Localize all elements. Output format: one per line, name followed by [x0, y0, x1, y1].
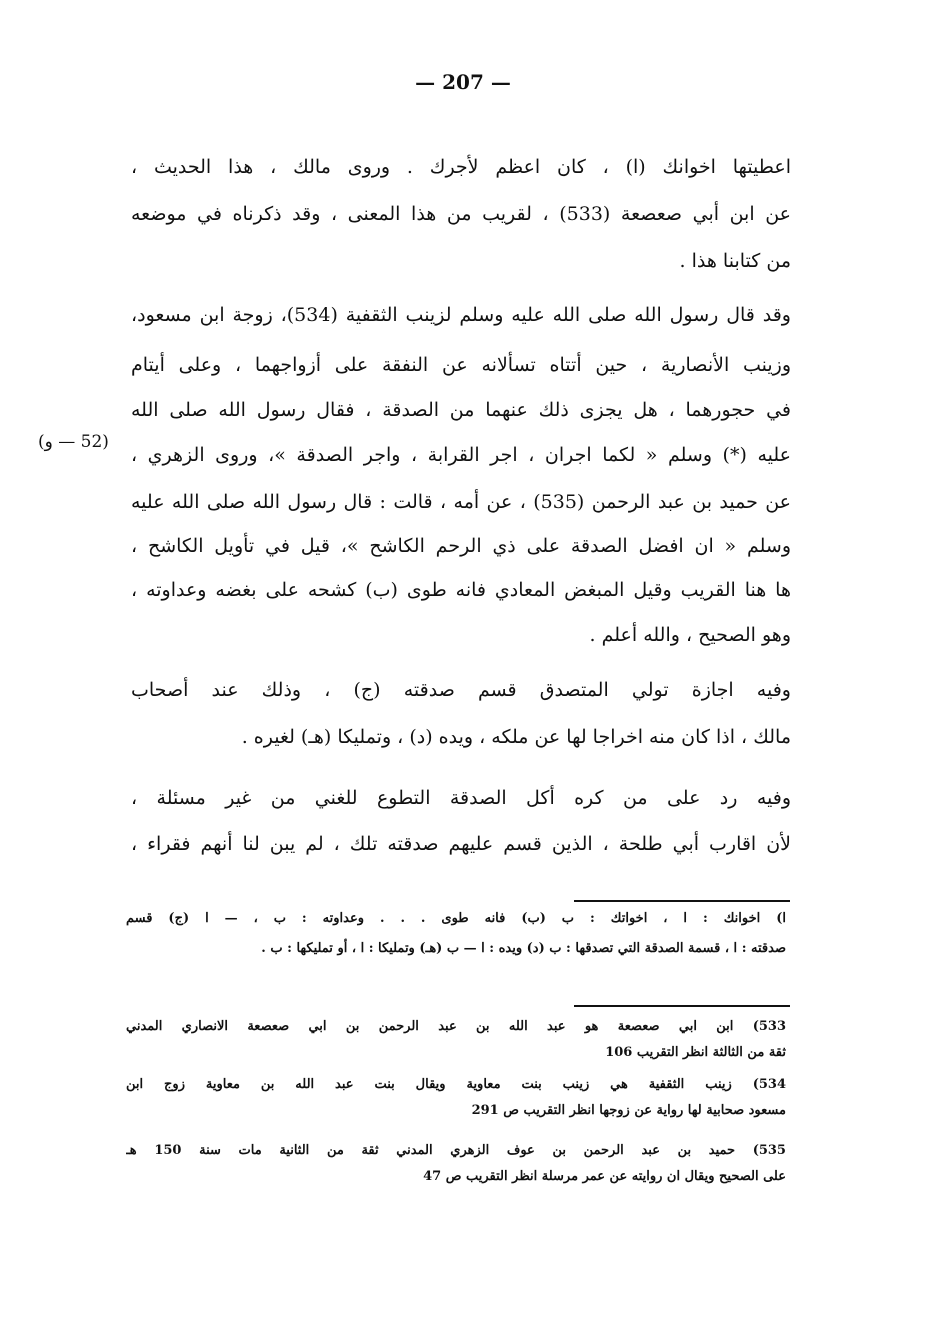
variant-note-line-2: صدقته : ا ، قسمة الصدقة التي تصدقها : ب (د) ويده : ا — ب (هـ) وتمليكا : ا ، أو تمليكها : ب . [261, 941, 786, 956]
footnote-535-line-1: 535) حميد بن عبد الرحمن بن عوف الزهري المدني ثقة من الثانية مات سنة 150 هـ [126, 1143, 786, 1158]
variant-note-line-1: ا) اخوانك : ا ، اخواتك : ب (ب) فانه طوى . . . وعداوته : ب ، — ا (ج) قسم [126, 911, 786, 926]
text-line-5: وزينب الأنصارية ، حين أتتاه تسألانه عن النفقة على أزواجهما ، وعلى أيتام [131, 354, 791, 376]
margin-folio-reference: (52 — و) [38, 432, 109, 452]
footnote-534-line-1: 534) زينب الثقفية هي زينب بنت معاوية ويقال بنت عبد الله بن معاوية زوج ابن [126, 1077, 786, 1092]
text-line-12: وفيه اجازة تولي المتصدق قسم صدقته (ج) ، وذلك عند أصحاب [131, 679, 791, 701]
text-line-7: عليه (*) وسلم « لكما اجران ، اجر القرابة ، واجر الصدقة »، وروى الزهري ، [131, 444, 791, 466]
footnote-534-line-2: مسعود صحابية لها رواية عن زوجها انظر التقريب ص 291 [471, 1103, 786, 1118]
variant-notes-divider [574, 900, 790, 902]
footnote-533-line-2: ثقة من الثالثة انظر التقريب 106 [605, 1045, 786, 1060]
text-line-9: وسلم « ان افضل الصدقة على ذي الرحم الكاشح »، قيل في تأويل الكاشح ، [131, 535, 791, 557]
text-line-8: عن حميد بن عبد الرحمن (535) ، عن أمه ، قالت : قال رسول الله صلى الله عليه [131, 491, 791, 513]
text-line-11: وهو الصحيح ، والله أعلم . [589, 624, 791, 646]
text-line-13: مالك ، اذا كان منه اخراجا لها عن ملكه ، ويده (د) ، وتمليكا (هـ) لغيره . [241, 726, 791, 748]
footnote-535-line-2: على الصحيح ويقال ان روايته عن عمر مرسلة انظر التقريب ص 47 [423, 1169, 786, 1184]
text-line-10: ها هنا القريب وقيل المبغض المعادي فانه طوى (ب) كشحه على بغضه وعداوته ، [131, 579, 791, 601]
text-line-1: اعطيتها اخوانك (ا) ، كان اعظم لأجرك . وروى مالك ، هذا الحديث ، [131, 156, 791, 178]
footnotes-divider [574, 1005, 790, 1007]
text-line-15: لأن اقارب أبي طلحة ، الذين قسم عليهم صدقته تلك ، لم يبن لنا أنهم فقراء ، [131, 833, 791, 855]
text-line-2: عن ابن أبي صعصعة (533) ، لقريب من هذا المعنى ، وقد ذكرناه في موضعه [131, 203, 791, 225]
text-line-6: في حجورهما ، هل يجزى ذلك عنهما من الصدقة ، فقال رسول الله صلى الله [131, 399, 791, 421]
text-line-14: وفيه رد على من كره أكل الصدقة التطوع للغني من غير مسئلة ، [131, 787, 791, 809]
footnote-533-line-1: 533) ابن ابي صعصعة هو عبد الله بن عبد الرحمن بن ابي صعصعة الانصاري المدني [126, 1019, 786, 1034]
text-line-3: من كتابنا هذا . [679, 250, 791, 272]
text-line-4: وقد قال رسول الله صلى الله عليه وسلم لزينب الثقفية (534)، زوجة ابن مسعود، [131, 304, 791, 326]
page-number: — 207 — [415, 70, 511, 94]
